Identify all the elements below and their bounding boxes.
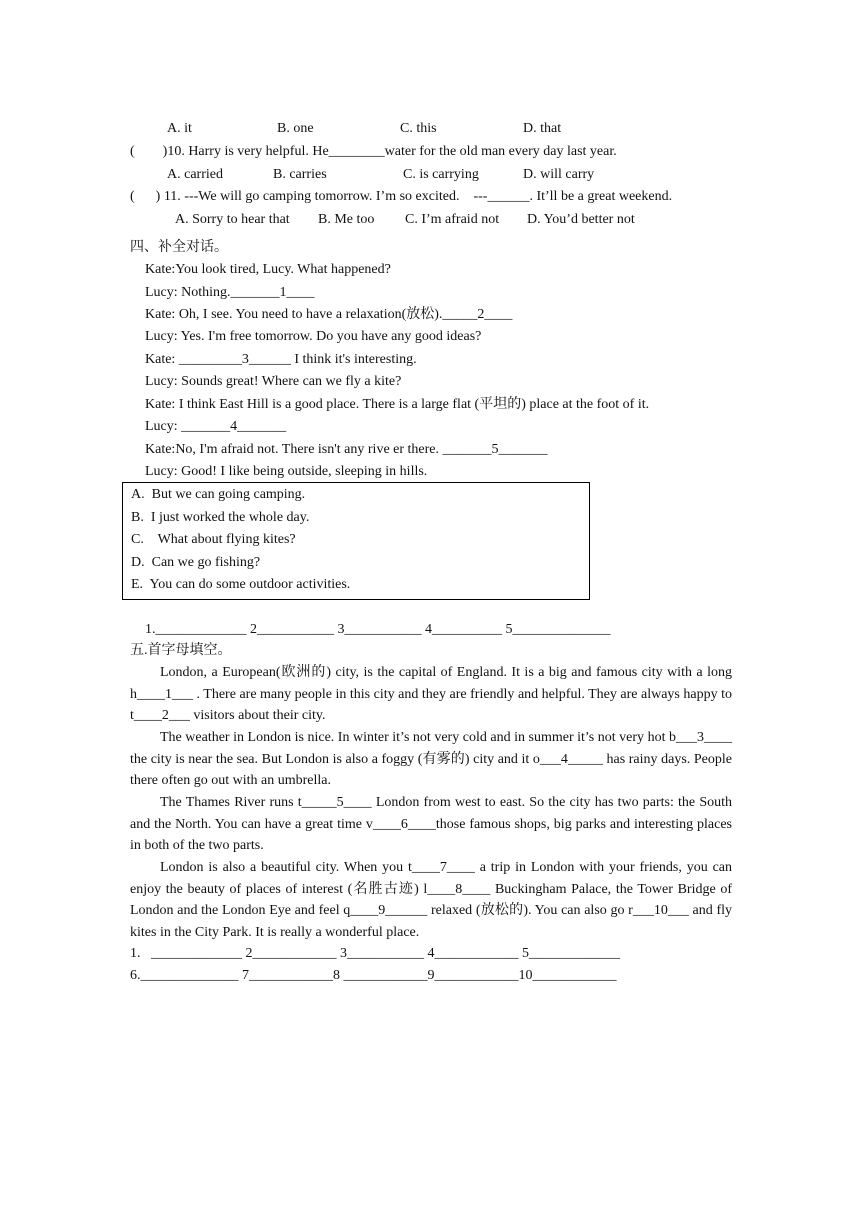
dialogue-line: Lucy: Sounds great! Where can we fly a kite? <box>145 374 402 389</box>
q10-option-a: A. carried <box>167 167 223 182</box>
q11-option-b: B. Me too <box>318 212 375 227</box>
dialogue-line: Kate: _________3______ I think it's interesting. <box>145 352 417 367</box>
q11-option-d: D. You’d better not <box>527 212 635 227</box>
dialogue-line: Lucy: Good! I like being outside, sleeping in hills. <box>145 464 428 479</box>
q9-option-b: B. one <box>277 121 314 136</box>
q11-stem: ( ) 11. ---We will go camping tomorrow. I’m so excited. ---______. It’ll be a great weekend. <box>130 189 673 204</box>
q9-option-d: D. that <box>523 121 562 136</box>
choice-c: C. What about flying kites? <box>131 532 296 547</box>
dialogue-line: Kate:You look tired, Lucy. What happened? <box>145 262 391 277</box>
q10-option-d: D. will carry <box>523 167 595 182</box>
choice-e: E. You can do some outdoor activities. <box>131 577 351 592</box>
choice-a: A. But we can going camping. <box>131 487 306 502</box>
section5-answer-line-2: 6.______________ 7____________8 ____________9____________10____________ <box>130 968 617 983</box>
section5-answer-line-1: 1. _____________ 2____________ 3___________ 4____________ 5_____________ <box>130 946 620 961</box>
choice-d: D. Can we go fishing? <box>131 555 261 570</box>
dialogue-line: Lucy: _______4_______ <box>145 419 287 434</box>
q10-stem: ( )10. Harry is very helpful. He________water for the old man every day last year. <box>130 144 617 159</box>
dialogue-line: Kate: I think East Hill is a good place. There is a large flat (平坦的) place at the foot of it. <box>145 397 650 412</box>
q9-option-c: C. this <box>400 121 437 136</box>
q9-option-a: A. it <box>167 121 192 136</box>
dialogue-line: Lucy: Nothing._______1____ <box>145 285 315 300</box>
passage-paragraph-1: London, a European(欧洲的) city, is the capital of England. It is a big and famous city with a long h____1___ . There are many people in this city and they are friendly and helpful. They are always happy to t____2___ visitors about their city. <box>130 665 732 724</box>
choice-b: B. I just worked the whole day. <box>131 510 310 525</box>
dialogue-line: Kate:No, I'm afraid not. There isn't any rive er there. _______5_______ <box>145 442 548 457</box>
section4-answer-line: 1._____________ 2___________ 3___________ 4__________ 5______________ <box>145 622 611 637</box>
passage-paragraph-4: London is also a beautiful city. When you t____7____ a trip in London with your friends, you can enjoy the beauty of places of interest (名胜古迹) l____8____ Buckingham Palace, the Tower Bridge of London and the London Eye and feel q____9______ relaxed (放松的). You can also go r___10___ and fly kites in the City Park. It is really a wonderful place. <box>130 860 732 941</box>
q10-option-c: C. is carrying <box>403 167 479 182</box>
choices-box <box>122 482 590 600</box>
passage-paragraph-3: The Thames River runs t_____5____ London from west to east. So the city has two parts: the South and the North. You can have a great time v____6____those famous shops, big parks and interesting places in both of the two parts. <box>130 795 732 854</box>
passage-paragraph-2: The weather in London is nice. In winter it’s not very cold and in summer it’s not very hot b___3____ the city is near the sea. But London is also a foggy (有雾的) city and it o___4_____ has rainy days. People there often go out with an umbrella. <box>130 730 732 789</box>
q11-option-c: C. I’m afraid not <box>405 212 500 227</box>
dialogue-line: Kate: Oh, I see. You need to have a relaxation(放松)._____2____ <box>145 307 513 322</box>
section4-title: 四、补全对话。 <box>130 240 228 255</box>
q10-option-b: B. carries <box>273 167 327 182</box>
dialogue-line: Lucy: Yes. I'm free tomorrow. Do you have any good ideas? <box>145 329 482 344</box>
section5-title: 五.首字母填空。 <box>130 643 232 658</box>
q11-option-a: A. Sorry to hear that <box>175 212 290 227</box>
